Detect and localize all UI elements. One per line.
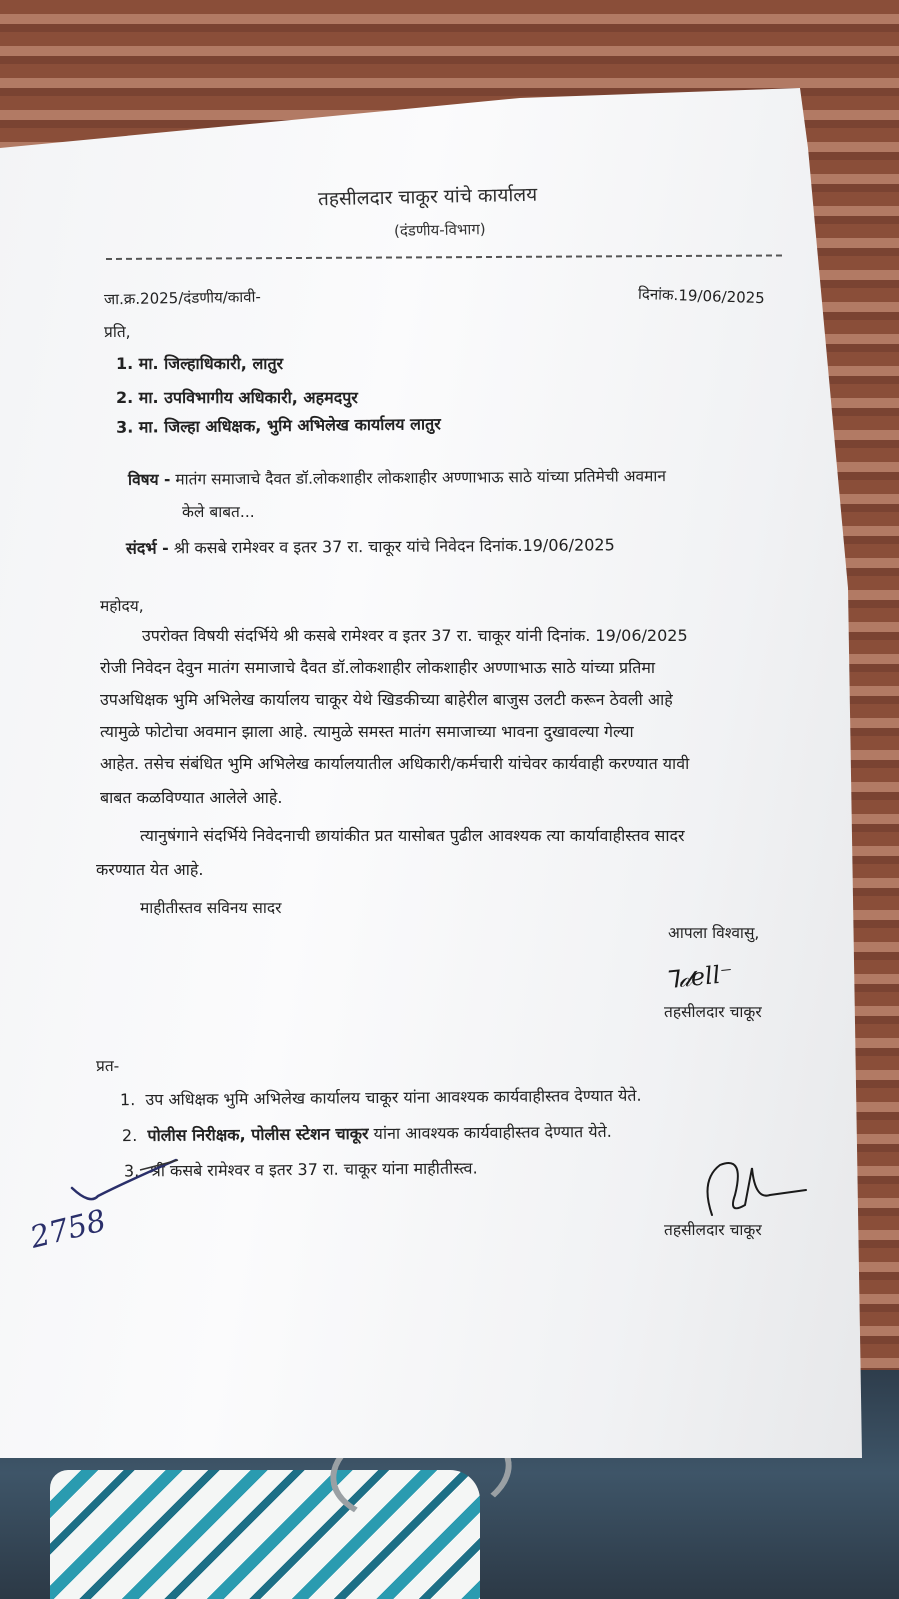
copies-prefix: प्रत- (96, 1057, 120, 1075)
body-line: आहेत. तसेच संबंधित भुमि अभिलेख कार्यालयातील अधिकारी/कर्मचारी यांचेवर कार्यवाही करण्यात यावी (100, 754, 690, 773)
handwritten-number: 2758 (26, 1203, 110, 1256)
recipient-1: 1. मा. जिल्हाधिकारी, लातुर (116, 354, 284, 373)
office-title: तहसीलदार चाकूर यांचे कार्यालय (317, 183, 538, 211)
copy-text: उप अधिक्षक भुमि अभिलेख कार्यालय चाकूर यांना आवश्यक कार्यवाहीस्तव देण्यात येते. (145, 1085, 642, 1110)
closing-line: माहीतीस्तव सविनय सादर (140, 899, 282, 917)
recipients-prefix: प्रति, (104, 323, 131, 341)
reference-label: संदर्भ - (125, 538, 169, 558)
body-line: बाबत कळविण्यात आलेले आहे. (100, 788, 283, 807)
signatory-designation: तहसीलदार चाकूर (664, 1003, 762, 1021)
copy-number: 1. (119, 1090, 136, 1110)
copy-number: 3. (123, 1161, 140, 1181)
recipient-3: 3. मा. जिल्हा अधिक्षक, भुमि अभिलेख कार्यालय लातुर (115, 414, 441, 437)
subject-continuation: केले बाबत... (182, 503, 255, 521)
body-line: त्यामुळे फोटोचा अवमान झाला आहे. त्यामुळे समस्त मातंग समाजाच्या भावना दुखावल्या गेल्या (100, 722, 634, 741)
salutation: महोदय, (100, 597, 144, 615)
tick-mark-icon (72, 1160, 176, 1199)
copy-bold-text: पोलीस निरीक्षक, पोलीस स्टेशन चाकूर (147, 1123, 369, 1145)
subject-text: मातंग समाजाचे दैवत डॉ.लोकशाहीर लोकशाहीर अण्णाभाऊ साठे यांच्या प्रतिमेची अवमान (170, 467, 667, 489)
body-line: उपरोक्त विषयी संदर्भिये श्री कसबे रामेश्वर व इतर 37 रा. चाकूर यांनी दिनांक. 19/06/2025 (142, 626, 688, 645)
body-line: करण्यात येत आहे. (96, 860, 204, 879)
yours-faithfully: आपला विश्वासु, (668, 924, 760, 942)
second-signature-icon (708, 1163, 807, 1215)
department: (दंडणीय-विभाग) (393, 220, 486, 240)
letter-date: दिनांक.19/06/2025 (637, 284, 766, 308)
subject-label: विषय - (127, 470, 171, 489)
body-line: रोजी निवेदन देवुन मातंग समाजाचे दैवत डॉ.लोकशाहीर लोकशाहीर अण्णाभाऊ साठे यांच्या प्रतिमा (100, 658, 656, 677)
copies-designation: तहसीलदार चाकूर (664, 1221, 762, 1239)
recipient-2: 2. मा. उपविभागीय अधिकारी, अहमदपुर (116, 388, 358, 407)
copy-text: यांना आवश्यक कार्यवाहीस्तव देण्यात येते. (368, 1121, 612, 1143)
body-line: त्यानुषंगाने संदर्भिये निवेदनाची छायांकीत प्रत यासोबत पुढील आवश्यक त्या कार्यावाहीस्तव सादर (140, 826, 685, 845)
body-line: उपअधिक्षक भुमि अभिलेख कार्यालय चाकूर येथे खिडकीच्या बाहेरील बाजुस उलटी करून ठेवली आहे (100, 690, 673, 709)
copy-number: 2. (121, 1126, 138, 1146)
reference-text: श्री कसबे रामेश्वर व इतर 37 रा. चाकूर यांचे निवेदन दिनांक.19/06/2025 (168, 535, 615, 558)
reference-number: जा.क्र.2025/दंडणीय/कावी- (103, 287, 261, 309)
copy-text: श्री कसबे रामेश्वर व इतर 37 रा. चाकूर यांना माहीतीस्त्व. (149, 1158, 478, 1181)
signature: ᒣ𝒹ell⁻ (662, 959, 735, 995)
